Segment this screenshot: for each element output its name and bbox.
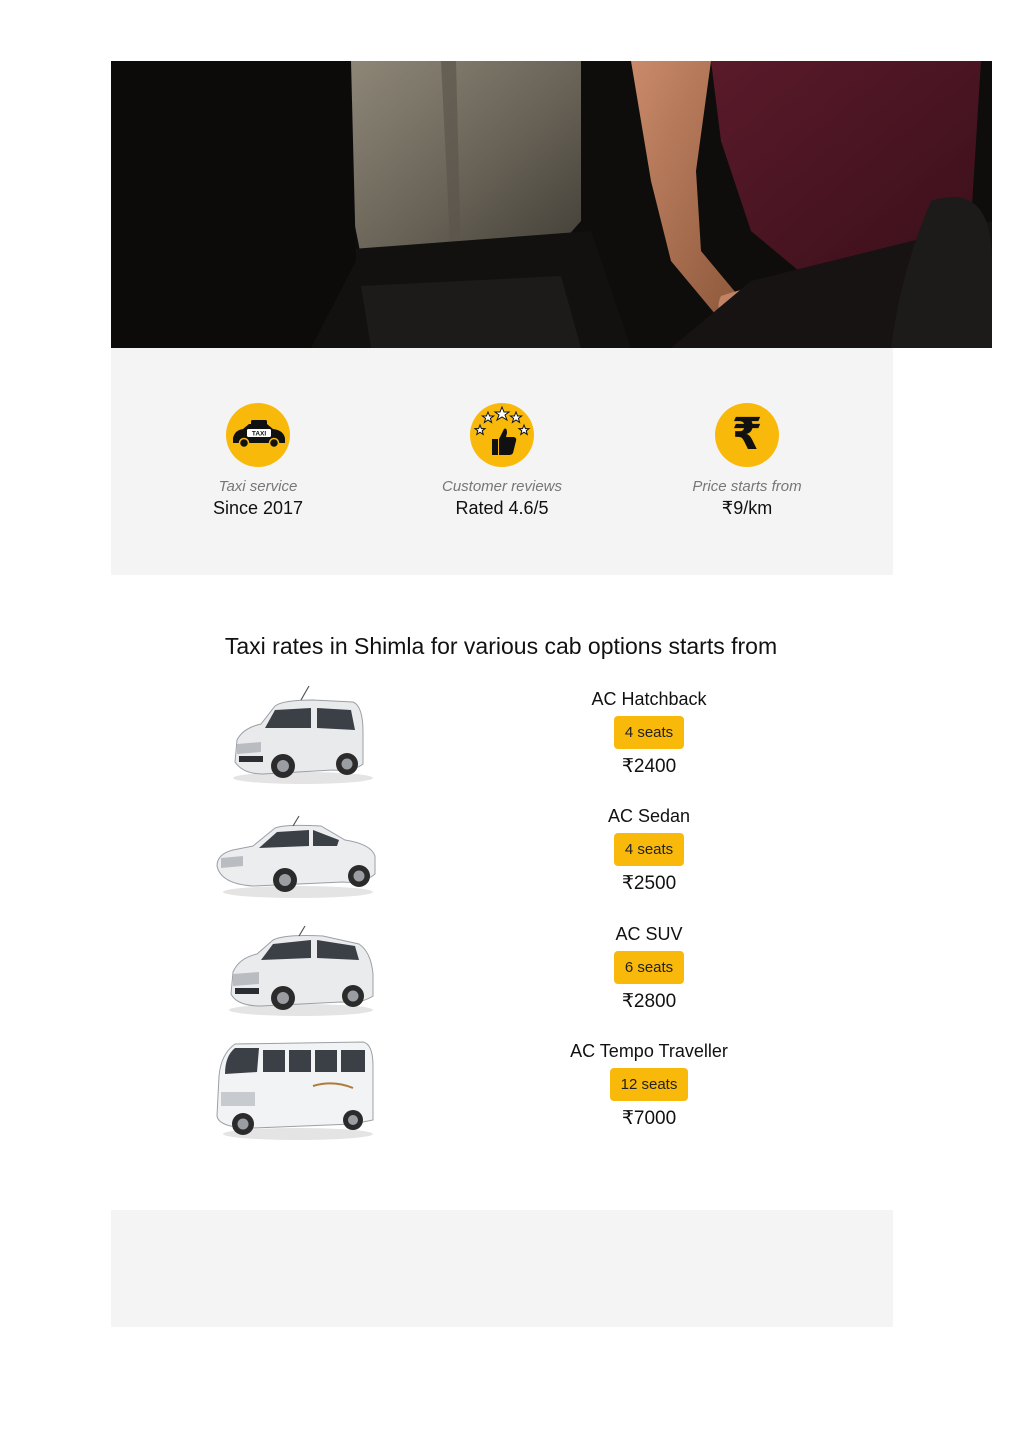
cab-option-suv[interactable] — [549, 924, 749, 1013]
section-title: Taxi rates in Shimla for various cab options starts from — [224, 633, 778, 659]
bottom-panel — [111, 1210, 893, 1327]
cab-price: ₹2400 — [621, 756, 677, 777]
cab-option-tempo-traveller[interactable] — [549, 1041, 749, 1130]
cab-option-hatchback[interactable] — [549, 689, 749, 778]
stat-value: Rated 4.6/5 — [455, 498, 549, 518]
cab-price: ₹7000 — [621, 1108, 677, 1129]
stat-label: Taxi service — [218, 478, 298, 495]
stat-label: Price starts from — [692, 478, 802, 495]
stat-customer-reviews — [402, 403, 602, 519]
cab-name: AC Sedan — [607, 806, 691, 826]
stats-panel — [111, 348, 893, 575]
stat-value: Since 2017 — [212, 498, 304, 518]
hero-image — [111, 61, 992, 348]
seats-badge: 4 seats — [614, 833, 684, 866]
seats-badge: 6 seats — [614, 951, 684, 984]
taxi-icon — [226, 403, 290, 467]
sedan-car-image — [213, 800, 378, 910]
rupee-icon: ₹ — [715, 403, 779, 467]
cab-name: AC Tempo Traveller — [570, 1041, 728, 1061]
hatchback-car-image — [213, 682, 378, 792]
stat-taxi-service — [158, 403, 358, 519]
stat-price-starts — [647, 403, 847, 519]
cab-price: ₹2800 — [621, 991, 677, 1012]
tempo-traveller-image — [213, 1036, 378, 1146]
stat-label: Customer reviews — [441, 478, 563, 495]
cab-name: AC Hatchback — [591, 689, 707, 709]
cab-name: AC SUV — [615, 924, 683, 944]
stat-value: ₹9/km — [721, 498, 773, 518]
seats-badge: 12 seats — [610, 1068, 689, 1101]
cab-option-sedan[interactable] — [549, 806, 749, 895]
taxi-badge-text: TAXI — [251, 430, 267, 438]
suv-car-image — [213, 918, 378, 1028]
seats-badge: 4 seats — [614, 716, 684, 749]
thumbs-up-stars-icon — [470, 403, 534, 467]
cab-price: ₹2500 — [621, 873, 677, 894]
